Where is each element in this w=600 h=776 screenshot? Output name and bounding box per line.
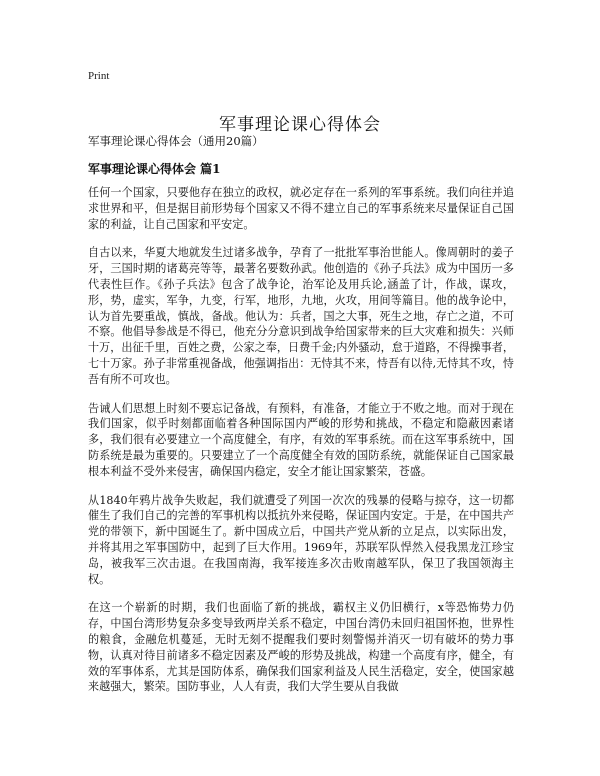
- paragraph-2: 自古以来，华夏大地就发生过诸多战争，孕育了一批批军事治世能人。像周朝时的姜子牙，三国时期的诸葛亮等等，最著名要数孙武。他创造的《孙子兵法》成为中国历一多代表性巨作。《孙子兵法》包含了战争论，治军论及用兵论,涵盖了计，作战，谋攻，形，势，虚实，军争，九变，行军，地形，九地，火攻，用间等篇目。他的战争论中，认为首先要重战，慎战，备战。他认为：兵者，国之大事，死生之地，存亡之道，不可不察。他倡导参战是不得已，他充分分意识到战争给国家带来的巨大灾难和损失：兴师十万，出征千里，百姓之费，公家之奉，日费千金;内外骚动，怠于道路，不得操事者，七十万家。孙子非常重视备战，他强调指出：无恃其不来，恃吾有以待,无恃其不攻，恃吾有所不可攻也。: [88, 246, 514, 386]
- paragraph-4: 从1840年鸦片战争失败起，我们就遭受了列国一次次的残暴的侵略与掠夺，这一切都催生了我们自己的完善的军事机构以抵抗外来侵略，保证国内安定。于是，在中国共产党的带领下，新中国诞生了。新中国成立后，中国共产党从新的立足点，以实际出发，并将其用之军事国防中，起到了巨大作用。1969年，苏联军队悍然入侵我黑龙江珍宝岛，被我军三次击退。在我国南海，我军接连多次击败南越军队，保卫了我国领海主权。: [88, 493, 514, 586]
- document-subtitle: 军事理论课心得体会（通用20篇）: [88, 134, 264, 148]
- paragraph-1: 任何一个国家，只要他存在独立的政权，就必定存在一系列的军事系统。我们向往并追求世界和平，但是据目前形势每个国家又不得不建立自己的军事系统来尽量保证自己国家的利益，让自己国家和平安定。: [88, 186, 514, 231]
- print-label: Print: [88, 70, 110, 82]
- section-heading: 军事理论课心得体会 篇1: [88, 162, 221, 176]
- article-body: [88, 185, 514, 708]
- document-title: 军事理论课心得体会: [219, 115, 381, 136]
- paragraph-3: 告诫人们思想上时刻不要忘记备战，有预料，有准备，才能立于不败之地。而对于现在我们国家，似乎时刻都面临着各种国际国内严峻的形势和挑战，不稳定和隐蔽因素诸多，我们很有必要建立一个高度健全，有序，有效的军事系统。而在这军事系统中，国防系统是最为重要的。只要建立了一个高度健全有效的国防系统，就能保证自己国家最根本利益不受外来侵害，确保国内稳定，安全才能让国家繁荣，苍盛。: [88, 401, 514, 478]
- paragraph-5: 在这一个崭新的时期，我们也面临了新的挑战，霸权主义仍旧横行，x等恐怖势力仍存，中国台湾形势复杂多变导致两岸关系不稳定，中国台湾仍未回归祖国怀抱，世界性的粮食，金融危机蔓延，无时无刻不提醒我们要时刻警惕并消灭一切有破坏的势力事物，认真对待目前诸多不稳定因素及严峻的形势及挑战，构建一个高度有序，健全，有效的军事体系，尤其是国防体系，确保我们国家利益及人民生活稳定，安全，使国家越来越强大，繁荣。国防事业，人人有责，我们大学生要从自我做: [88, 601, 514, 694]
